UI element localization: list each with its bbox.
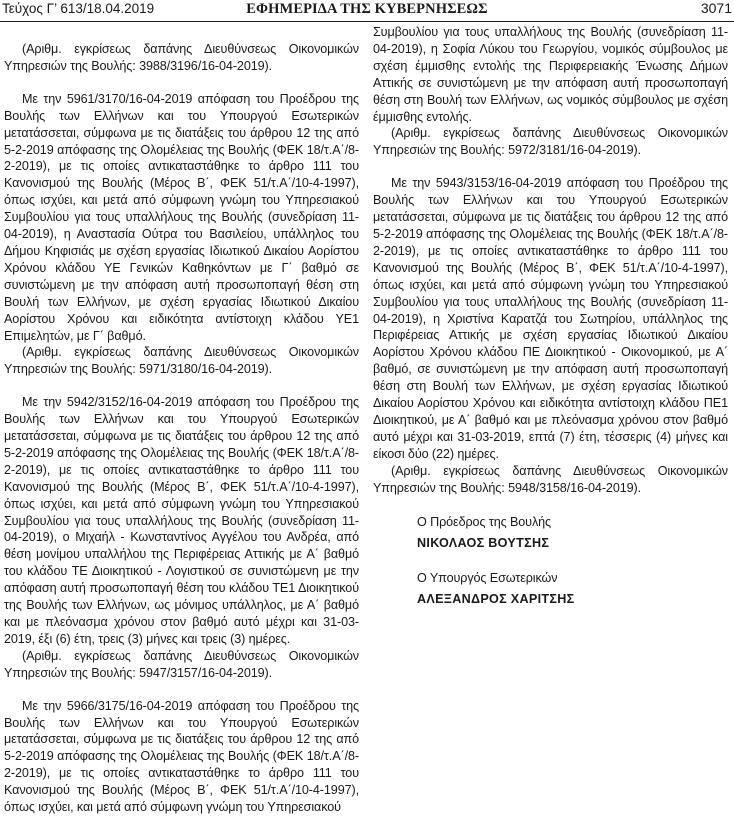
page-header [0, 0, 734, 22]
journal-title: ΕΦΗΜΕΡΙΔΑ ΤΗΣ ΚΥΒΕΡΝΗΣΕΩΣ [246, 1, 488, 17]
signatory-role: Ο Υπουργός Εσωτερικών [417, 571, 558, 586]
signatory-name: ΑΛΕΞΑΝΔΡΟΣ ΧΑΡΙΤΣΗΣ [417, 592, 575, 607]
left-column [4, 41, 359, 816]
decision-paragraph: Με την 5961/3170/16-04-2019 απόφαση του Προέδρου της Βουλής των Ελλήνων και του Υπουργού Εσωτερικών μετατάσσεται, σύμφωνα με τις διατάξεις του άρθρου 12 της από 5-2-2019 απόφασης της Ολομέλειας της Βουλής (ΦΕΚ 18/τ.Α΄/8-2-2019), με τις οποίες αντικαταστάθηκε το άρθρο 111 του Κανονισμού της Βουλής (Μέρος Β΄, ΦΕΚ 51/τ.Α΄/10-4-1997), όπως ισχύει, και μετά από σύμφωνη γνώμη του Υπηρεσιακού Συμβουλίου για τους υπαλλήλους της Βουλής (συνεδρίαση 11-04-2019), η Αναστασία Ούτρα του Βασιλείου, υπάλληλος του Δήμου Κηφισιάς με σχέση εργασίας Ιδιωτικού Δικαίου Αορίστου Χρόνου κλάδου ΥΕ Γενικών Καθηκόντων με Γ΄ βαθμό σε συνιστώμενη με την απόφαση αυτή προσωποπαγή θέση στη Βουλή των Ελλήνων, με σχέση εργασίας Ιδιωτικού Δικαίου Αορίστου Χρόνου και ειδικότητα αντίστοιχη κλάδου ΥΕ1 Επιμελητών, με Γ΄ βαθμό. [4, 91, 359, 343]
signatory-name: ΝΙΚΟΛΑΟΣ ΒΟΥΤΣΗΣ [417, 536, 550, 551]
signatory-role: Ο Πρόεδρος της Βουλής [417, 515, 552, 530]
approval-note: (Αριθμ. εγκρίσεως δαπάνης Διευθύνσεως Οικονομικών Υπηρεσιών της Βουλής: 5972/3181/16-04-2019). [373, 126, 728, 158]
decision-paragraph: Με την 5943/3153/16-04-2019 απόφαση του Προέδρου της Βουλής των Ελλήνων και του Υπουργού Εσωτερικών μετατάσσεται, σύμφωνα με τις διατάξεις του άρθρου 12 της από 5-2-2019 απόφασης της Ολομέλειας της Βουλής (ΦΕΚ 18/τ.Α΄/8-2-2019), με τις οποίες αντικαταστάθηκε το άρθρο 111 του Κανονισμού της Βουλής (Μέρος Β΄, ΦΕΚ 51/τ.Α΄/10-4-1997), όπως ισχύει, και μετά από σύμφωνη γνώμη του Υπηρεσιακού Συμβουλίου για τους υπαλλήλους της Βουλής (συνεδρίαση 11-04-2019), η Χριστίνα Καρατζά του Σωτηρίου, υπάλληλος της Περιφέρειας Αττικής με σχέση εργασίας Ιδιωτικού Δικαίου Αορίστου Χρόνου κλάδου ΠΕ Διοικητικού - Οικονομικού, με Α΄ βαθμό, σε συνιστώμενη με την απόφαση αυτή προσωποπαγή θέση στη Βουλή των Ελλήνων, με σχέση εργασίας Ιδιωτικού Δικαίου Αορίστου Χρόνου και ειδικότητα αντίστοιχη κλάδου ΠΕ1 Διοικητικού, με Α΄ βαθμό και με πλεόνασμα χρόνου στον βαθμό αυτό μέχρι και 31-03-2019, επτά (7) έτη, τέσσερις (4) μήνες και είκοσι δύο (22) ημέρες. [373, 176, 728, 461]
decision-paragraph: Με την 5966/3175/16-04-2019 απόφαση του Προέδρου της Βουλής των Ελλήνων και του Υπουργού Εσωτερικών μετατάσσεται, σύμφωνα με τις διατάξεις του άρθρου 12 της από 5-2-2019 απόφασης της Ολομέλειας της Βουλής (ΦΕΚ 18/τ.Α΄/8-2-2019), με τις οποίες αντικαταστάθηκε το άρθρο 111 του Κανονισμού της Βουλής (Μέρος Β΄, ΦΕΚ 51/τ.Α΄/10-4-1997), όπως ισχύει, και μετά από σύμφωνη γνώμη του Υπηρεσιακού [4, 698, 359, 815]
decision-paragraph-continued: Συμβουλίου για τους υπαλλήλους της Βουλής (συνεδρίαση 11-04-2019), η Σοφία Λύκου του Γεωργίου, νομικός σύμβουλος με σχέση έμμισθης εντολής της Περιφερειακής Ένωσης Δήμων Αττικής σε συνιστώμενη με την απόφαση αυτή προσωποπαγή θέση στη Βουλή των Ελλήνων, ως νομικός σύμβουλος με σχέση έμμισθης εντολής. [373, 25, 728, 124]
right-column [373, 24, 728, 608]
approval-note: (Αριθμ. εγκρίσεως δαπάνης Διευθύνσεως Οικονομικών Υπηρεσιών της Βουλής: 5948/3158/16-04-2019). [373, 463, 728, 495]
approval-note: (Αριθμ. εγκρίσεως δαπάνης Διευθύνσεως Οικονομικών Υπηρεσιών της Βουλής: 5971/3180/16-04-2019). [4, 345, 359, 377]
decision-paragraph: Με την 5942/3152/16-04-2019 απόφαση του Προέδρου της Βουλής των Ελλήνων και του Υπουργού Εσωτερικών μετατάσσεται, σύμφωνα με τις διατάξεις του άρθρου 12 της από 5-2-2019 απόφασης της Ολομέλειας της Βουλής (ΦΕΚ 18/τ.Α΄/8-2-2019), με τις οποίες αντικαταστάθηκε το άρθρο 111 του Κανονισμού της Βουλής (Μέρος Β΄, ΦΕΚ 51/τ.Α΄/10-4-1997), όπως ισχύει, και μετά από σύμφωνη γνώμη του Υπηρεσιακού Συμβουλίου για τους υπαλλήλους της Βουλής (συνεδρίαση 11-04-2019), ο Μιχαήλ - Κωνσταντίνος Αγγέλου του Ανδρέα, από θέση μονίμου υπαλλήλου της Περιφέρειας Αττικής με Α΄ βαθμό του κλάδου ΤΕ Διοικητικού - Λογιστικού σε συνιστώμενη με την απόφαση αυτή προσωποπαγή θέση του κλάδου ΤΕ1 Διοικητικού της Βουλής των Ελλήνων, ως μόνιμος υπάλληλος, με Α΄ βαθμό και με πλεόνασμα χρόνου στον βαθμό αυτό μέχρι και 31-03-2019, έξι (6) έτη, τρεις (3) μήνες και τρεις (3) ημέρες. [4, 395, 359, 646]
page-number: 3071 [700, 0, 732, 16]
issue-label: Τεύχος Γ’ 613/18.04.2019 [2, 1, 155, 16]
approval-note: (Αριθμ. εγκρίσεως δαπάνης Διευθύνσεως Οικονομικών Υπηρεσιών της Βουλής: 5947/3157/16-04-2019). [4, 648, 359, 680]
approval-note: (Αριθμ. εγκρίσεως δαπάνης Διευθύνσεως Οικονομικών Υπηρεσιών της Βουλής: 3988/3196/16-04-2019). [4, 42, 359, 73]
